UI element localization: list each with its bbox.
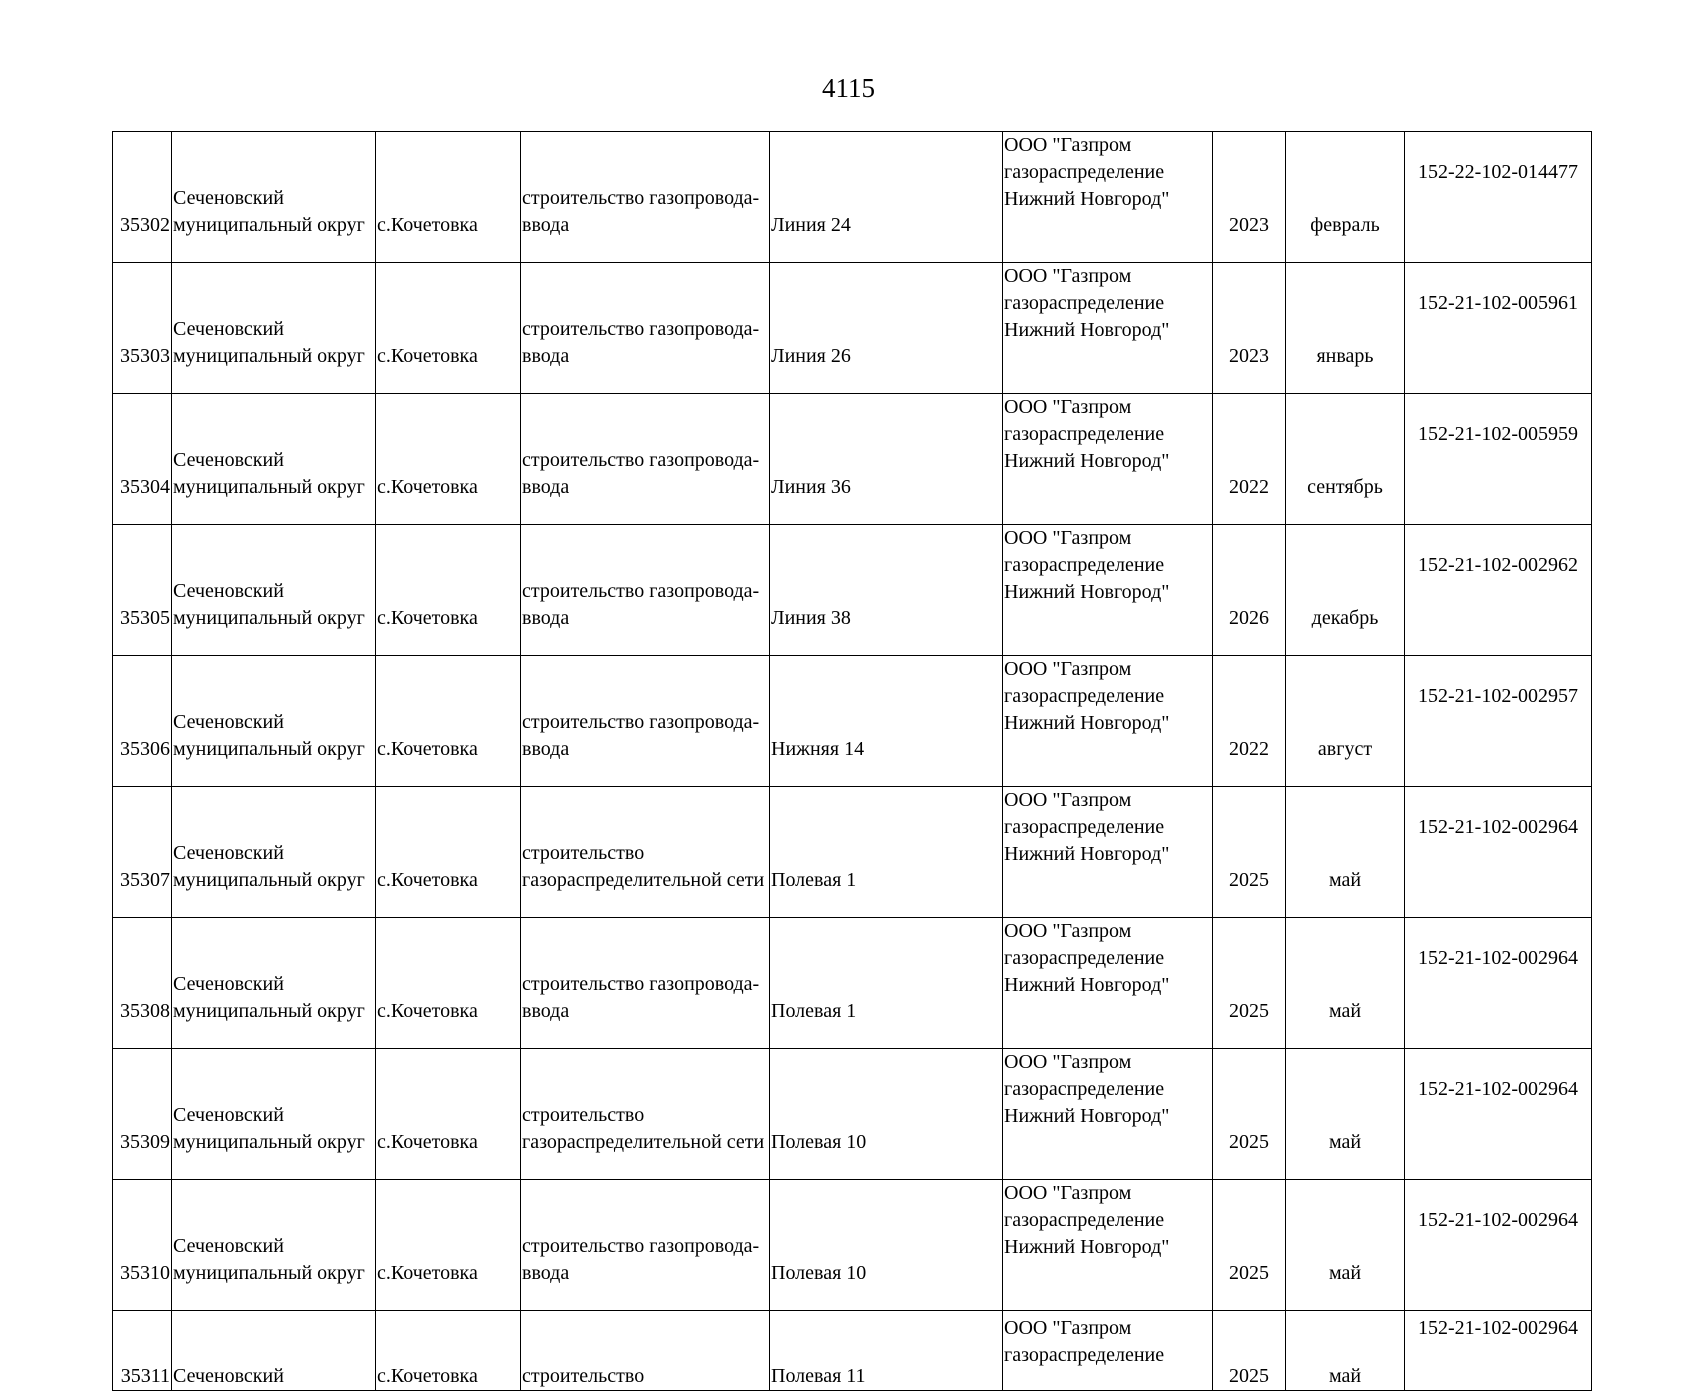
cell-code: 152-21-102-002964 xyxy=(1405,918,1592,1049)
cell-work-line-1: строительство газопровода- xyxy=(522,580,760,602)
cell-street: Полевая 11 xyxy=(770,1311,1003,1391)
cell-district xyxy=(172,787,376,918)
cell-organization xyxy=(1003,1049,1213,1180)
cell-village: с.Кочетовка xyxy=(376,263,521,394)
cell-work-line-1: строительство xyxy=(522,842,645,864)
cell-work-line-1: строительство газопровода- xyxy=(522,973,760,995)
cell-year: 2026 xyxy=(1213,525,1286,656)
cell-work xyxy=(521,918,770,1049)
cell-work-line-1: строительство газопровода- xyxy=(522,711,760,733)
cell-work-line-2: ввода xyxy=(522,214,570,236)
cell-district-line-2: муниципальный округ xyxy=(173,738,365,760)
cell-organization-line-3: Нижний Новгород" xyxy=(1004,1236,1170,1258)
cell-number: 35309 xyxy=(113,1049,172,1180)
cell-number: 35305 xyxy=(113,525,172,656)
cell-district xyxy=(172,918,376,1049)
cell-district-line-1: Сеченовский xyxy=(173,842,284,864)
cell-year: 2025 xyxy=(1213,918,1286,1049)
cell-work xyxy=(521,525,770,656)
cell-organization-line-3: Нижний Новгород" xyxy=(1004,712,1170,734)
cell-year: 2025 xyxy=(1213,1049,1286,1180)
cell-code: 152-21-102-005959 xyxy=(1405,394,1592,525)
cell-village: с.Кочетовка xyxy=(376,394,521,525)
cell-village: с.Кочетовка xyxy=(376,1311,521,1391)
table-row xyxy=(113,394,1592,525)
cell-code: 152-21-102-005961 xyxy=(1405,263,1592,394)
cell-district-line-2: муниципальный округ xyxy=(173,1000,365,1022)
cell-organization-line-3: Нижний Новгород" xyxy=(1004,974,1170,996)
cell-work xyxy=(521,656,770,787)
table-row xyxy=(113,263,1592,394)
cell-organization-line-2: газораспределение xyxy=(1004,1078,1165,1100)
cell-district-line-1: Сеченовский xyxy=(173,1104,284,1126)
cell-organization-line-2: газораспределение xyxy=(1004,554,1165,576)
cell-work xyxy=(521,1180,770,1311)
cell-code: 152-21-102-002957 xyxy=(1405,656,1592,787)
cell-organization-line-1: ООО "Газпром xyxy=(1004,1051,1132,1073)
cell-district-line-2: муниципальный округ xyxy=(173,214,365,236)
cell-district xyxy=(172,394,376,525)
cell-organization-line-1: ООО "Газпром xyxy=(1004,396,1132,418)
cell-organization-line-2: газораспределение xyxy=(1004,947,1165,969)
cell-number: 35307 xyxy=(113,787,172,918)
cell-month: май xyxy=(1286,1180,1405,1311)
cell-district-line-2: муниципальный округ xyxy=(173,1131,365,1153)
cell-village: с.Кочетовка xyxy=(376,656,521,787)
table-row xyxy=(113,656,1592,787)
cell-organization-line-2: газораспределение xyxy=(1004,1209,1165,1231)
cell-work xyxy=(521,394,770,525)
cell-work-line-2: ввода xyxy=(522,1000,570,1022)
cell-work-line-1: строительство газопровода- xyxy=(522,449,760,471)
cell-organization-line-1: ООО "Газпром xyxy=(1004,658,1132,680)
cell-organization xyxy=(1003,1311,1213,1391)
cell-district-line-1: Сеченовский xyxy=(173,1235,284,1257)
cell-organization-line-1: ООО "Газпром xyxy=(1004,1317,1132,1339)
cell-organization-line-3: Нижний Новгород" xyxy=(1004,450,1170,472)
cell-work-line-2: ввода xyxy=(522,345,570,367)
cell-organization-line-1: ООО "Газпром xyxy=(1004,265,1132,287)
cell-district xyxy=(172,1180,376,1311)
cell-organization-line-2: газораспределение xyxy=(1004,816,1165,838)
cell-code: 152-21-102-002964 xyxy=(1405,1311,1592,1391)
cell-organization xyxy=(1003,132,1213,263)
cell-organization-line-1: ООО "Газпром xyxy=(1004,789,1132,811)
cell-year: 2025 xyxy=(1213,1180,1286,1311)
cell-organization-line-3: Нижний Новгород" xyxy=(1004,843,1170,865)
cell-district-line-2: муниципальный округ xyxy=(173,607,365,629)
cell-work-line-1: строительство xyxy=(522,1365,645,1387)
cell-district xyxy=(172,132,376,263)
registry-table xyxy=(112,131,1592,1391)
cell-month: декабрь xyxy=(1286,525,1405,656)
cell-year: 2023 xyxy=(1213,132,1286,263)
cell-work-line-1: строительство газопровода- xyxy=(522,187,760,209)
cell-code: 152-21-102-002964 xyxy=(1405,787,1592,918)
cell-year: 2023 xyxy=(1213,263,1286,394)
table-row xyxy=(113,132,1592,263)
cell-code: 152-22-102-014477 xyxy=(1405,132,1592,263)
cell-work xyxy=(521,263,770,394)
table-row xyxy=(113,787,1592,918)
cell-work-line-2: газораспределительной сети xyxy=(522,869,765,891)
cell-district xyxy=(172,1049,376,1180)
cell-work-line-1: строительство газопровода- xyxy=(522,1235,760,1257)
cell-year: 2025 xyxy=(1213,787,1286,918)
table-row xyxy=(113,1049,1592,1180)
cell-village: с.Кочетовка xyxy=(376,1049,521,1180)
cell-number: 35308 xyxy=(113,918,172,1049)
cell-district-line-1: Сеченовский xyxy=(173,711,284,733)
cell-district-line-2: муниципальный округ xyxy=(173,869,365,891)
cell-street: Нижняя 14 xyxy=(770,656,1003,787)
cell-work-line-2: ввода xyxy=(522,607,570,629)
cell-village: с.Кочетовка xyxy=(376,787,521,918)
cell-street: Полевая 10 xyxy=(770,1049,1003,1180)
cell-district-line-1: Сеченовский xyxy=(173,973,284,995)
cell-organization-line-2: газораспределение xyxy=(1004,423,1165,445)
cell-work xyxy=(521,1311,770,1391)
cell-village: с.Кочетовка xyxy=(376,918,521,1049)
cell-street: Полевая 1 xyxy=(770,918,1003,1049)
cell-work xyxy=(521,1049,770,1180)
cell-month: май xyxy=(1286,787,1405,918)
cell-month: май xyxy=(1286,918,1405,1049)
cell-street: Полевая 10 xyxy=(770,1180,1003,1311)
cell-code: 152-21-102-002964 xyxy=(1405,1180,1592,1311)
cell-organization xyxy=(1003,918,1213,1049)
cell-number: 35311 xyxy=(113,1311,172,1391)
page-number: 4115 xyxy=(822,73,875,103)
cell-village: с.Кочетовка xyxy=(376,525,521,656)
cell-year: 2025 xyxy=(1213,1311,1286,1391)
cell-village: с.Кочетовка xyxy=(376,132,521,263)
cell-month: январь xyxy=(1286,263,1405,394)
cell-month: сентябрь xyxy=(1286,394,1405,525)
cell-organization-line-1: ООО "Газпром xyxy=(1004,920,1132,942)
table-row xyxy=(113,918,1592,1049)
cell-district-line-2: муниципальный округ xyxy=(173,1262,365,1284)
cell-month: май xyxy=(1286,1311,1405,1391)
cell-district xyxy=(172,1311,376,1391)
cell-number: 35303 xyxy=(113,263,172,394)
cell-organization xyxy=(1003,394,1213,525)
cell-month: февраль xyxy=(1286,132,1405,263)
cell-district xyxy=(172,525,376,656)
cell-year: 2022 xyxy=(1213,656,1286,787)
cell-work-line-2: ввода xyxy=(522,738,570,760)
cell-work-line-2: ввода xyxy=(522,476,570,498)
cell-number: 35310 xyxy=(113,1180,172,1311)
cell-district-line-1: Сеченовский xyxy=(173,318,284,340)
cell-street: Линия 38 xyxy=(770,525,1003,656)
cell-work-line-2: газораспределительной сети xyxy=(522,1131,765,1153)
cell-district-line-1: Сеченовский xyxy=(173,580,284,602)
cell-district-line-2: муниципальный округ xyxy=(173,476,365,498)
cell-code: 152-21-102-002964 xyxy=(1405,1049,1592,1180)
cell-district-line-1: Сеченовский xyxy=(173,187,284,209)
cell-number: 35306 xyxy=(113,656,172,787)
cell-organization-line-2: газораспределение xyxy=(1004,685,1165,707)
cell-organization-line-1: ООО "Газпром xyxy=(1004,527,1132,549)
cell-organization xyxy=(1003,656,1213,787)
cell-district-line-2: муниципальный округ xyxy=(173,345,365,367)
cell-organization xyxy=(1003,1180,1213,1311)
cell-street: Линия 26 xyxy=(770,263,1003,394)
cell-organization-line-3: Нижний Новгород" xyxy=(1004,319,1170,341)
table-body xyxy=(113,132,1592,1391)
cell-district-line-1: Сеченовский xyxy=(173,449,284,471)
cell-organization-line-3: Нижний Новгород" xyxy=(1004,581,1170,603)
cell-village: с.Кочетовка xyxy=(376,1180,521,1311)
cell-work-line-1: строительство xyxy=(522,1104,645,1126)
cell-number: 35304 xyxy=(113,394,172,525)
cell-year: 2022 xyxy=(1213,394,1286,525)
cell-work xyxy=(521,787,770,918)
cell-month: август xyxy=(1286,656,1405,787)
cell-organization-line-2: газораспределение xyxy=(1004,1344,1165,1366)
cell-number: 35302 xyxy=(113,132,172,263)
cell-organization xyxy=(1003,525,1213,656)
cell-organization xyxy=(1003,787,1213,918)
cell-organization xyxy=(1003,263,1213,394)
table-row xyxy=(113,1180,1592,1311)
cell-organization-line-2: газораспределение xyxy=(1004,161,1165,183)
cell-month: май xyxy=(1286,1049,1405,1180)
cell-street: Линия 24 xyxy=(770,132,1003,263)
cell-organization-line-3: Нижний Новгород" xyxy=(1004,1105,1170,1127)
cell-work xyxy=(521,132,770,263)
cell-street: Линия 36 xyxy=(770,394,1003,525)
cell-organization-line-2: газораспределение xyxy=(1004,292,1165,314)
cell-code: 152-21-102-002962 xyxy=(1405,525,1592,656)
cell-organization-line-1: ООО "Газпром xyxy=(1004,1182,1132,1204)
cell-district xyxy=(172,263,376,394)
cell-organization-line-1: ООО "Газпром xyxy=(1004,134,1132,156)
cell-district-line-1: Сеченовский xyxy=(173,1365,284,1387)
cell-work-line-2: ввода xyxy=(522,1262,570,1284)
cell-street: Полевая 1 xyxy=(770,787,1003,918)
cell-organization-line-3: Нижний Новгород" xyxy=(1004,188,1170,210)
table-row-partial xyxy=(113,1311,1592,1391)
cell-work-line-1: строительство газопровода- xyxy=(522,318,760,340)
table-row xyxy=(113,525,1592,656)
cell-district xyxy=(172,656,376,787)
